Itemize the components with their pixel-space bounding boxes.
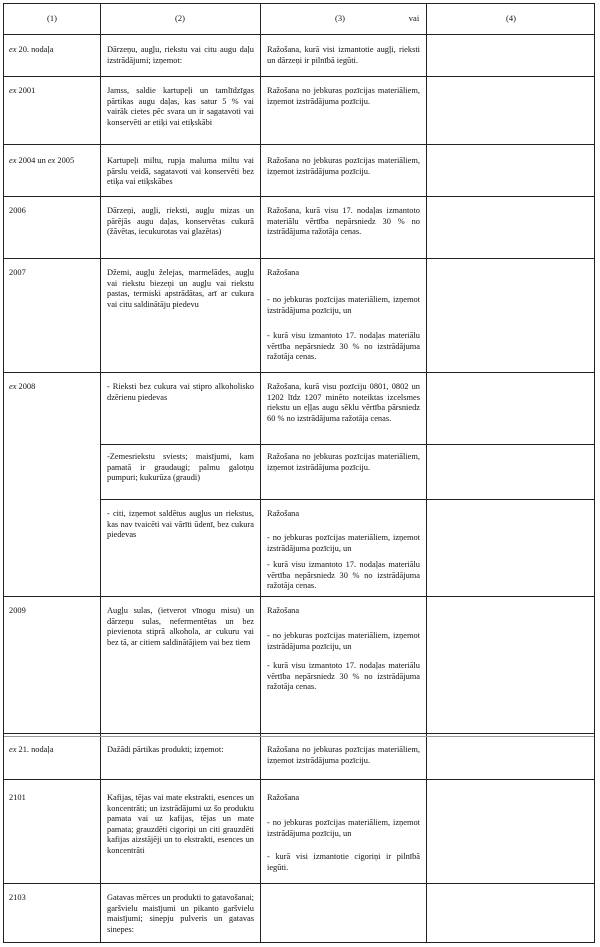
row-divider	[4, 144, 594, 145]
row-code: 2103	[9, 893, 26, 902]
row-rule: Ražošana	[267, 268, 300, 277]
row-description: Džemi, augļu želejas, marmelādes, augļu vai riekstu biezeņi un augļu vai riekstu pastas, termiski apstrādātas, arī ar cukura vai citu saldinātāju piedevu	[107, 268, 254, 309]
row-rule: Ražošana, kurā visu pozīciju 0801, 0802 un 1202 līdz 1207 minēto noteiktas izcelsmes riekstu un eļļas augu sēklu vērtība pārsniedz 60 % no izstrādājuma ražotāja cenas.	[267, 382, 420, 423]
row-divider	[4, 733, 594, 734]
row-description: Dārzeņi, augļi, rieksti, augļu mizas un pārējās augu daļas, konservētas cukurā (žāvētas, iecukurotas vai glazētas)	[107, 206, 254, 237]
row-description: Jamss, saldie kartupeļi un tamlīdzīgas pārtikas augu daļas, kas satur 5 % vai vairāk cietes pēc svara un ir sagatavoti vai konservēti ar etiķi vai etiķskābi	[107, 86, 254, 127]
column-header-2: (2)	[175, 13, 185, 23]
row-description: Kartupeļi miltu, rupja maluma miltu vai pārslu veidā, sagatavoti vai konservēti bez etiķa vai etiķskābes	[107, 156, 254, 187]
row-rule: Ražošana	[267, 509, 300, 518]
row-code: ex 2008	[9, 382, 36, 391]
row-rule-condition: - no jebkuras pozīcijas materiāliem, izņemot izstrādājuma pozīciju, un	[267, 631, 420, 651]
row-code: ex 21. nodaļa	[9, 745, 54, 754]
row-rule: Ražošana	[267, 793, 300, 802]
row-code: 2101	[9, 793, 26, 802]
row-rule-condition: - kurā visu izmantoto 17. nodaļas materiālu vērtība nepārsniedz 30 % no izstrādājuma ražotāja cenas.	[267, 661, 420, 692]
row-description: Dažādi pārtikas produkti; izņemot:	[107, 745, 224, 754]
column-header-1: (1)	[47, 13, 57, 23]
row-divider	[4, 258, 594, 259]
subrow-divider	[100, 444, 594, 445]
row-rule: Ražošana no jebkuras pozīcijas materiāliem, izņemot izstrādājuma pozīciju.	[267, 156, 420, 176]
row-description: -Zemesriekstu sviests; maisījumi, kam pamatā ir graudaugi; palmu galotņu pumpuri; kukurūza (graudi)	[107, 452, 254, 483]
row-rule: Ražošana, kurā visu 17. nodaļas izmantoto materiālu vērtība nepārsniedz 30 % no izstrādājuma ražotāja cenas.	[267, 206, 420, 237]
column-header-vai: vai	[408, 13, 420, 23]
row-code: 2009	[9, 606, 26, 615]
row-code: ex 20. nodaļa	[9, 45, 54, 54]
row-description: Augļu sulas, (ietverot vīnogu misu) un dārzeņu sulas, nefermentētas un bez pievienota stiprā alkohola, ar cukuru vai bez tā, ar citiem saldinātājiem vai bez tiem	[107, 606, 254, 647]
row-description: Kafijas, tējas vai mate ekstrakti, esences un koncentrāti; un izstrādājumi uz šo produktu pamata vai uz kafijas, tējas un mate pamata; grauzdēti cigoriņi un citi grauzdēti kafijas aizstājēji un to ekstrakti, esences un koncentrāti	[107, 793, 254, 855]
row-description: Gatavas mērces un produkti to gatavošanai; garšvielu maisījumi un pikanto garšvielu maisījumi; sinepju pulveris un gatavas sinepes:	[107, 893, 254, 934]
row-rule: Ražošana no jebkuras pozīcijas materiāliem, izņemot izstrādājuma pozīciju.	[267, 745, 420, 765]
row-rule: Ražošana no jebkuras pozīcijas materiāliem, izņemot izstrādājuma pozīciju.	[267, 86, 420, 106]
row-description: - citi, izņemot saldētus augļus un riekstus, kas nav tvaicēti vai vārīti ūdenī, bez cukura piedevas	[107, 509, 254, 540]
row-description: - Rieksti bez cukura vai stipro alkoholisko dzērienu piedevas	[107, 382, 254, 402]
row-rule-condition: - no jebkuras pozīcijas materiāliem, izņemot izstrādājuma pozīciju, un	[267, 295, 420, 315]
row-divider	[4, 372, 594, 373]
column-header-3: (3)	[335, 13, 345, 23]
row-rule-condition: - no jebkuras pozīcijas materiāliem, izņemot izstrādājuma pozīciju, un	[267, 818, 420, 838]
row-divider-double	[4, 736, 594, 737]
row-code: 2007	[9, 268, 26, 277]
document-page	[3, 3, 595, 943]
row-description: Dārzeņu, augļu, riekstu vai citu augu daļu izstrādājumi; izņemot:	[107, 45, 254, 65]
row-rule-condition: - no jebkuras pozīcijas materiāliem, izņemot izstrādājuma pozīciju, un	[267, 533, 420, 553]
row-code: ex 2001	[9, 86, 36, 95]
row-rule: Ražošana, kurā visi izmantotie augļi, rieksti un dārzeņi ir pilnībā iegūti.	[267, 45, 420, 65]
row-rule-condition: - kurā visi izmantotie cigoriņi ir pilnībā iegūti.	[267, 852, 420, 872]
row-rule-condition: - kurā visu izmantoto 17. nodaļas materiālu vērtība nepārsniedz 30 % no izstrādājuma ražotāja cenas.	[267, 331, 420, 362]
row-divider	[4, 596, 594, 597]
row-rule: Ražošana no jebkuras pozīcijas materiāliem, izņemot izstrādājuma pozīciju.	[267, 452, 420, 472]
row-rule-condition: - kurā visu izmantoto 17. nodaļas materiālu vērtība nepārsniedz 30 % no izstrādājuma ražotāja cenas.	[267, 560, 420, 591]
row-rule: Ražošana	[267, 606, 300, 615]
column-header-4: (4)	[506, 13, 516, 23]
row-divider	[4, 76, 594, 77]
row-divider	[4, 779, 594, 780]
row-code: ex 2004 un ex 2005	[9, 156, 75, 165]
row-divider	[4, 883, 594, 884]
subrow-divider	[100, 499, 594, 500]
row-code: 2006	[9, 206, 26, 215]
row-divider	[4, 196, 594, 197]
